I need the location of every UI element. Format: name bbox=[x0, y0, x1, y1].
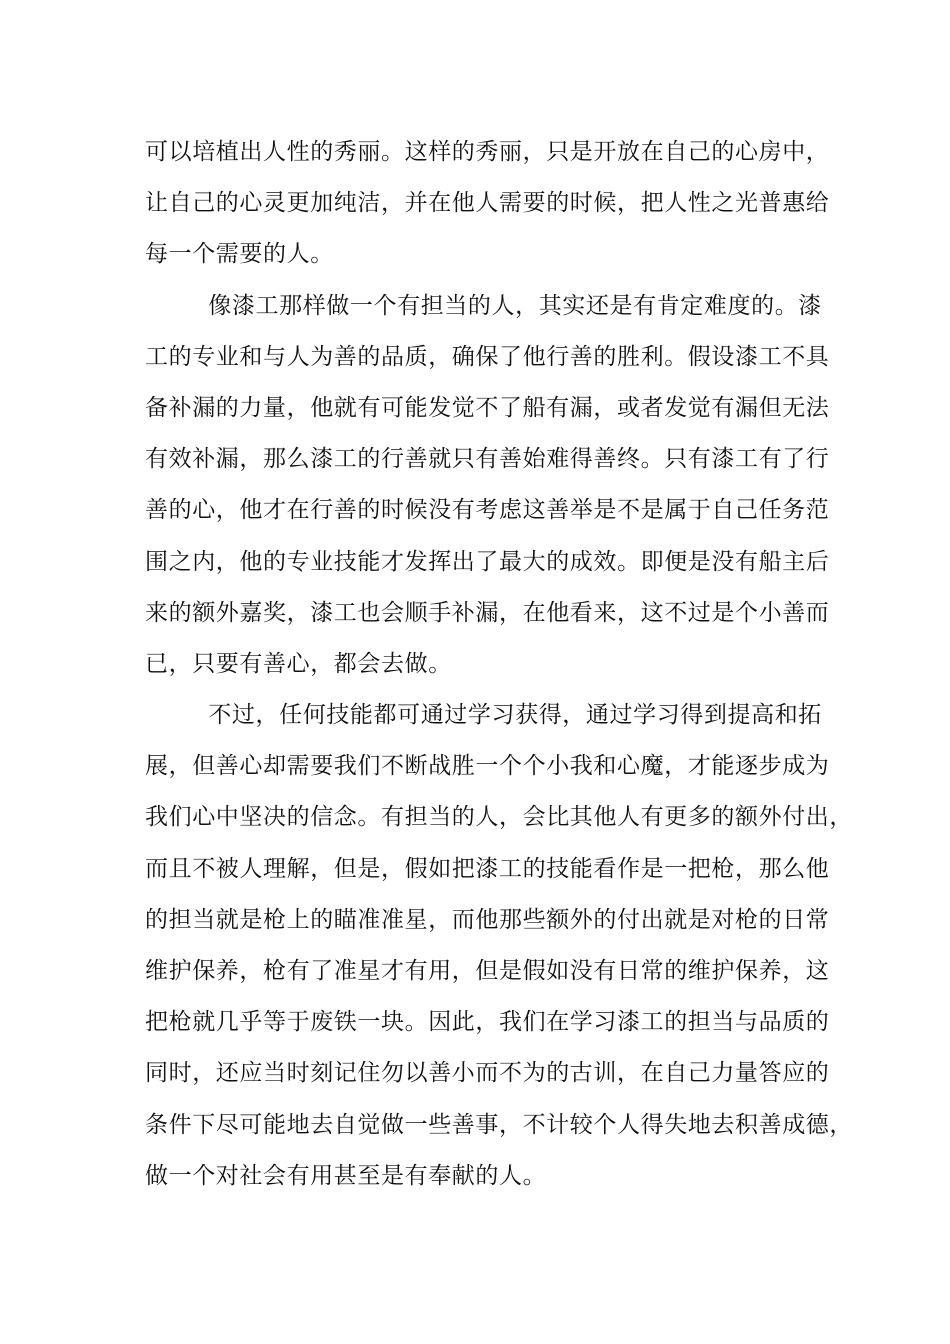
text-line: 而且不被人理解，但是，假如把漆工的技能看作是一把枪，那么他 bbox=[145, 855, 830, 882]
text-line: 的担当就是枪上的瞄准准星，而他那些额外的付出就是对枪的日常 bbox=[145, 906, 830, 933]
text-line: 条件下尽可能地去自觉做一些善事，不计较个人得失地去积善成德， bbox=[145, 1111, 853, 1138]
text-line: 备补漏的力量，他就有可能发觉不了船有漏，或者发觉有漏但无法 bbox=[145, 394, 830, 421]
text-line: 可以培植出人性的秀丽。这样的秀丽，只是开放在自己的心房中， bbox=[145, 139, 830, 165]
text-line: 每一个需要的人。 bbox=[145, 241, 334, 268]
text-line: 已，只要有善心，都会去做。 bbox=[145, 650, 452, 677]
text-line: 同时，还应当时刻记住勿以善小而不为的古训，在自己力量答应的 bbox=[145, 1060, 830, 1087]
text-line: 有效补漏，那么漆工的行善就只有善始难得善终。只有漆工有了行 bbox=[145, 446, 830, 473]
text-line: 把枪就几乎等于废铁一块。因此，我们在学习漆工的担当与品质的 bbox=[145, 1009, 830, 1036]
text-line: 工的专业和与人为善的品质，确保了他行善的胜利。假设漆工不具 bbox=[145, 343, 830, 370]
text-line: 围之内，他的专业技能才发挥出了最大的成效。即便是没有船主后 bbox=[145, 548, 830, 575]
text-line: 不过，任何技能都可通过学习获得，通过学习得到提高和拓 bbox=[145, 702, 822, 729]
text-line: 让自己的心灵更加纯洁，并在他人需要的时候，把人性之光普惠给 bbox=[145, 190, 830, 217]
text-line: 善的心，他才在行善的时候没有考虑这善举是不是属于自己任务范 bbox=[145, 497, 830, 524]
text-line: 像漆工那样做一个有担当的人，其实还是有肯定难度的。漆 bbox=[145, 292, 822, 319]
text-line: 来的额外嘉奖，漆工也会顺手补漏，在他看来，这不过是个小善而 bbox=[145, 599, 830, 626]
text-line: 维护保养，枪有了准星才有用，但是假如没有日常的维护保养，这 bbox=[145, 958, 830, 984]
body-text bbox=[145, 127, 853, 1202]
text-line: 做一个对社会有用甚至是有奉献的人。 bbox=[145, 1162, 547, 1189]
text-line: 我们心中坚决的信念。有担当的人，会比其他人有更多的额外付出， bbox=[145, 804, 853, 831]
text-line: 展，但善心却需要我们不断战胜一个个小我和心魔，才能逐步成为 bbox=[145, 753, 830, 780]
